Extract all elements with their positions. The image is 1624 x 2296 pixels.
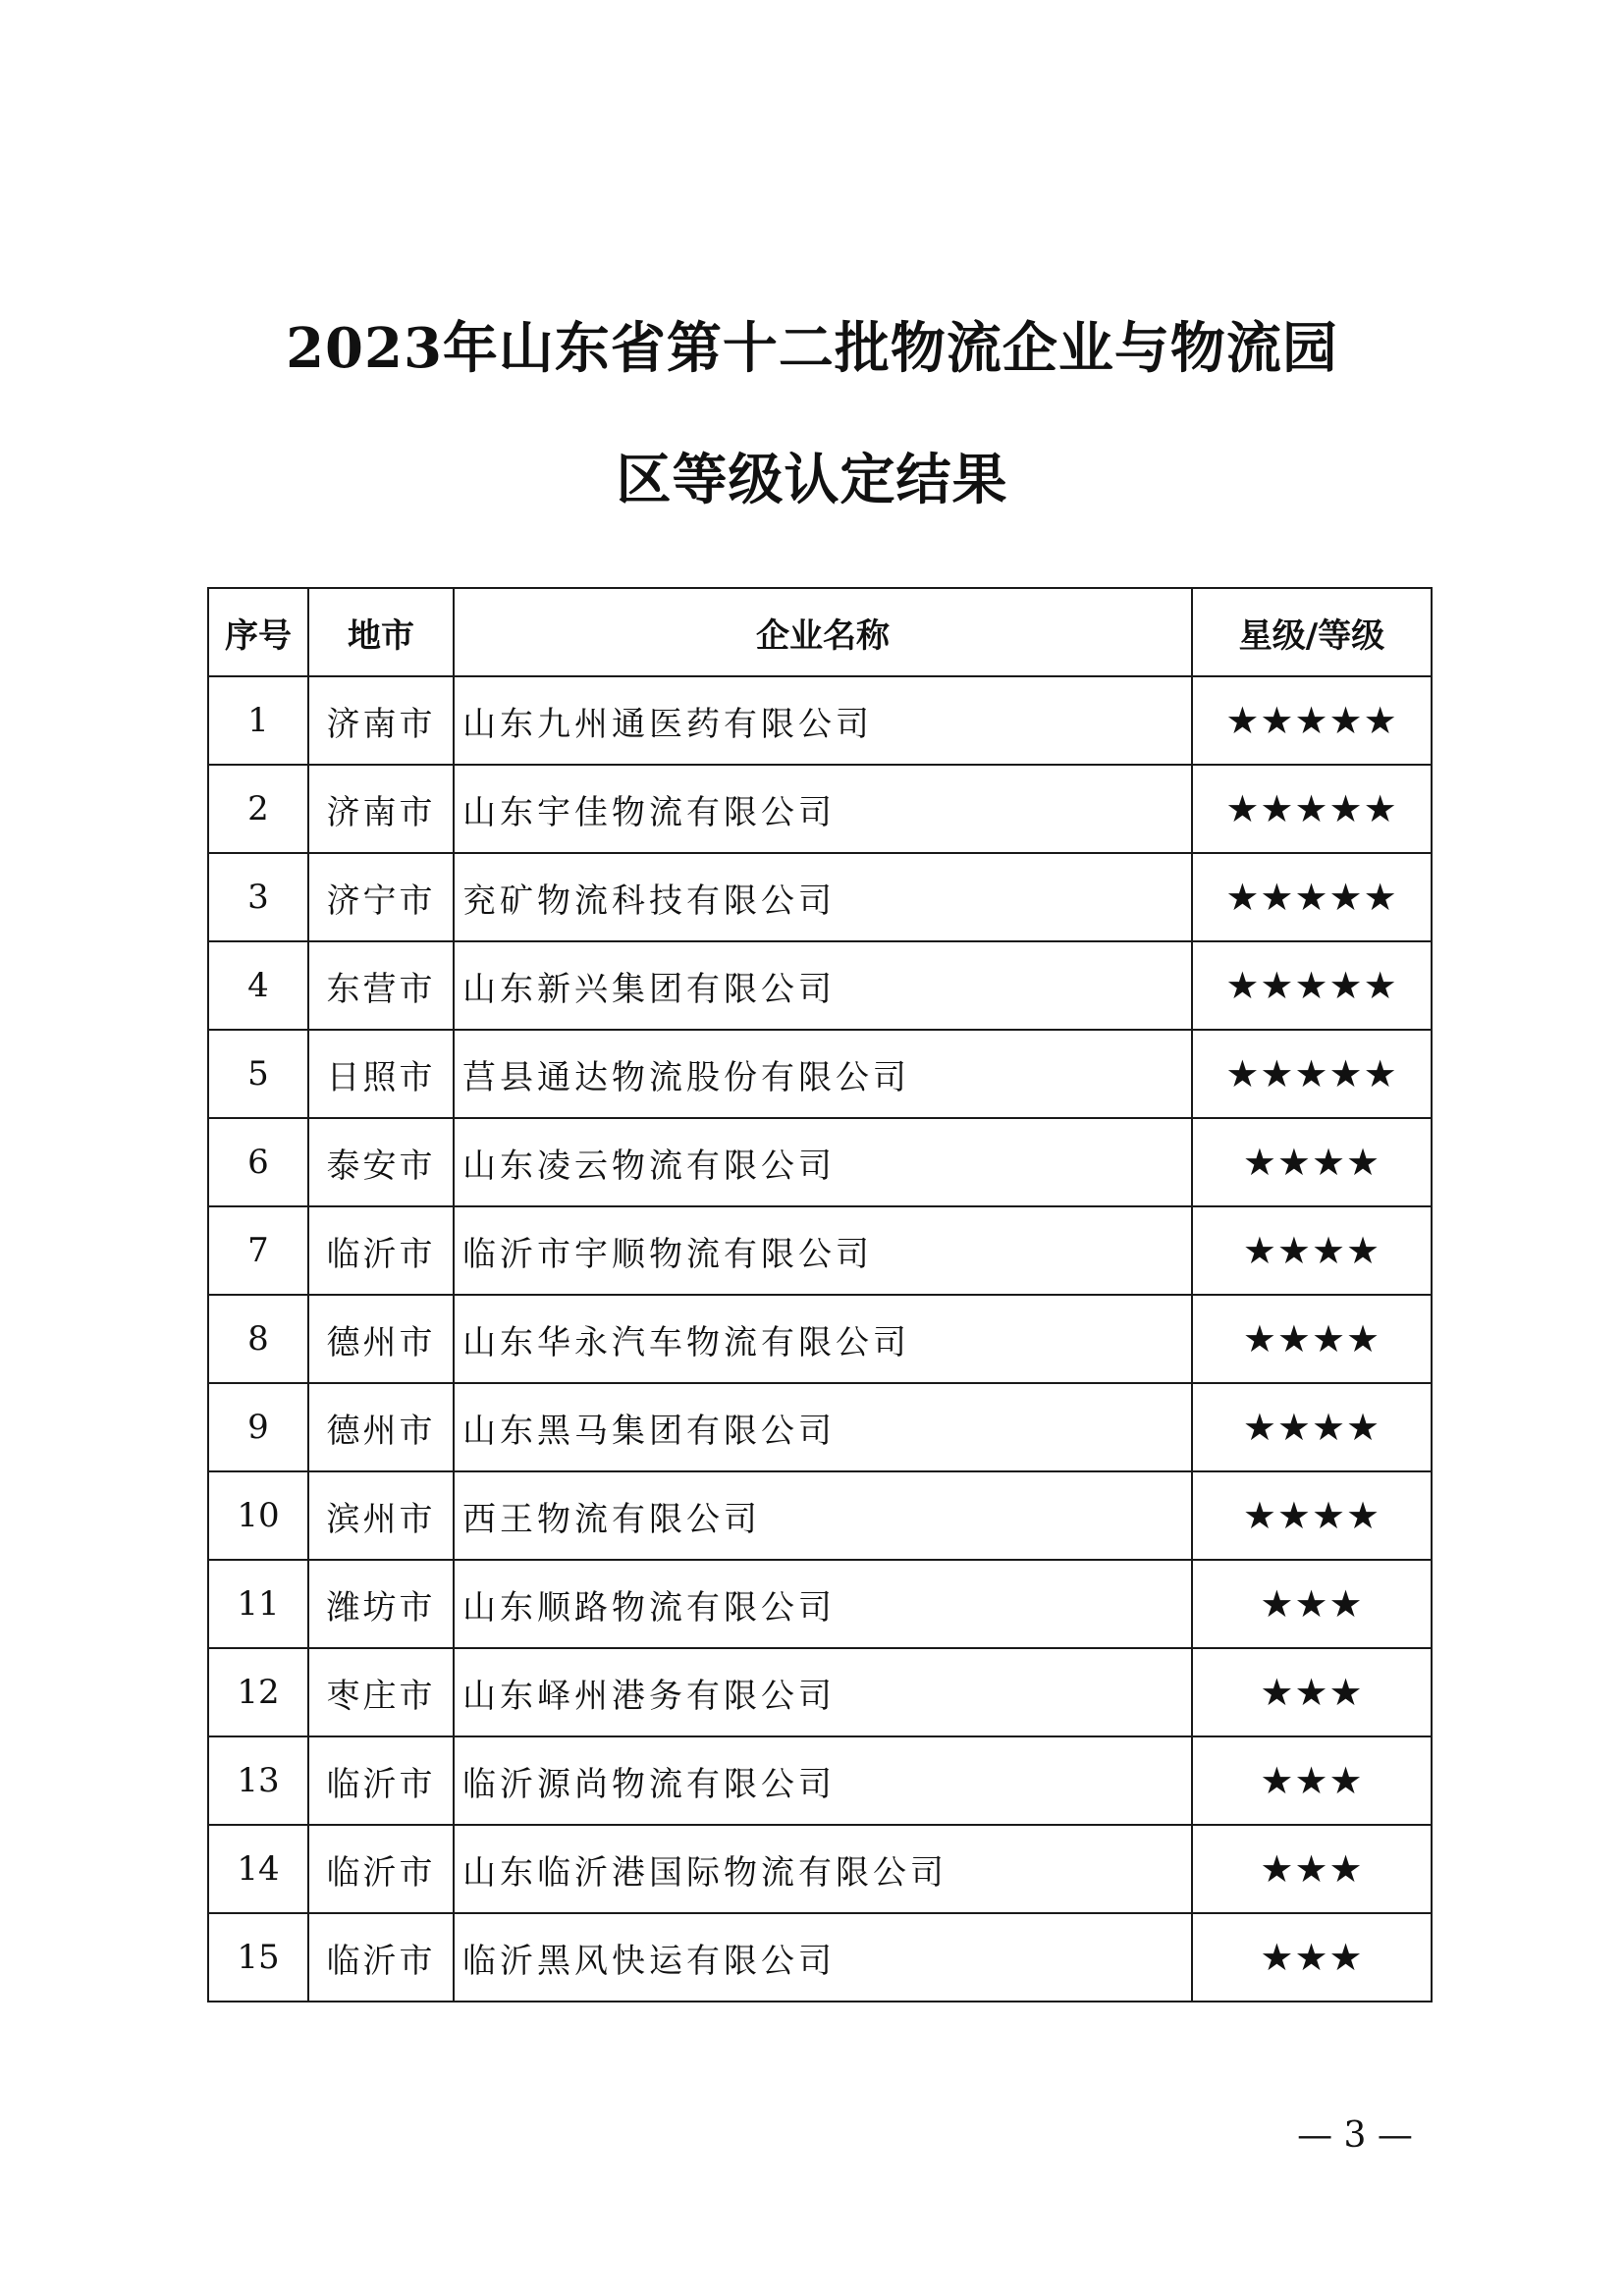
row-city: 日照市 <box>308 1030 454 1118</box>
row-star-rating: ★★★ <box>1192 1736 1432 1825</box>
row-star-rating: ★★★★★ <box>1192 765 1432 853</box>
row-star-rating: ★★★ <box>1192 1825 1432 1913</box>
row-star-rating: ★★★★ <box>1192 1118 1432 1206</box>
row-star-rating: ★★★★ <box>1192 1471 1432 1560</box>
row-company-name: 山东新兴集团有限公司 <box>454 941 1192 1030</box>
row-index: 13 <box>208 1736 308 1825</box>
table-row <box>208 1383 1432 1471</box>
row-city: 临沂市 <box>308 1736 454 1825</box>
row-company-name: 临沂源尚物流有限公司 <box>454 1736 1192 1825</box>
row-company-name: 莒县通达物流股份有限公司 <box>454 1030 1192 1118</box>
table-row <box>208 1560 1432 1648</box>
row-star-rating: ★★★ <box>1192 1913 1432 2002</box>
row-index: 10 <box>208 1471 308 1560</box>
table-header-row <box>208 588 1432 676</box>
row-city: 济宁市 <box>308 853 454 941</box>
row-star-rating: ★★★★ <box>1192 1295 1432 1383</box>
row-city: 泰安市 <box>308 1118 454 1206</box>
table-row <box>208 853 1432 941</box>
document-title-line-1: 2023年山东省第十二批物流企业与物流园 <box>286 316 1338 381</box>
row-index: 15 <box>208 1913 308 2002</box>
row-star-rating: ★★★★ <box>1192 1383 1432 1471</box>
row-city: 滨州市 <box>308 1471 454 1560</box>
table-row <box>208 1913 1432 2002</box>
row-company-name: 山东峄州港务有限公司 <box>454 1648 1192 1736</box>
row-index: 12 <box>208 1648 308 1736</box>
row-index: 9 <box>208 1383 308 1471</box>
row-company-name: 西王物流有限公司 <box>454 1471 1192 1560</box>
row-index: 2 <box>208 765 308 853</box>
row-index: 7 <box>208 1206 308 1295</box>
table-row <box>208 1118 1432 1206</box>
row-star-rating: ★★★ <box>1192 1648 1432 1736</box>
page-number: — 3 — <box>1297 2115 1413 2156</box>
row-index: 14 <box>208 1825 308 1913</box>
row-company-name: 兖矿物流科技有限公司 <box>454 853 1192 941</box>
row-index: 1 <box>208 676 308 765</box>
row-company-name: 山东临沂港国际物流有限公司 <box>454 1825 1192 1913</box>
table-row <box>208 1471 1432 1560</box>
row-company-name: 临沂黑风快运有限公司 <box>454 1913 1192 2002</box>
row-star-rating: ★★★ <box>1192 1560 1432 1648</box>
row-city: 临沂市 <box>308 1825 454 1913</box>
table-row <box>208 941 1432 1030</box>
table-row <box>208 676 1432 765</box>
row-index: 3 <box>208 853 308 941</box>
row-star-rating: ★★★★★ <box>1192 1030 1432 1118</box>
row-city: 潍坊市 <box>308 1560 454 1648</box>
header-company: 企业名称 <box>454 588 1192 676</box>
header-rating: 星级/等级 <box>1192 588 1432 676</box>
row-company-name: 山东九州通医药有限公司 <box>454 676 1192 765</box>
row-company-name: 山东凌云物流有限公司 <box>454 1118 1192 1206</box>
table-row <box>208 1206 1432 1295</box>
row-company-name: 山东黑马集团有限公司 <box>454 1383 1192 1471</box>
row-star-rating: ★★★★★ <box>1192 676 1432 765</box>
row-star-rating: ★★★★★ <box>1192 941 1432 1030</box>
row-city: 临沂市 <box>308 1206 454 1295</box>
table-row <box>208 1648 1432 1736</box>
row-city: 枣庄市 <box>308 1648 454 1736</box>
row-city: 东营市 <box>308 941 454 1030</box>
rating-result-table <box>207 587 1433 2002</box>
row-index: 5 <box>208 1030 308 1118</box>
document-title-line-2: 区等级认定结果 <box>616 448 1008 512</box>
row-index: 6 <box>208 1118 308 1206</box>
table-row <box>208 1295 1432 1383</box>
row-company-name: 山东顺路物流有限公司 <box>454 1560 1192 1648</box>
row-city: 临沂市 <box>308 1913 454 2002</box>
row-city: 德州市 <box>308 1295 454 1383</box>
table-row <box>208 1030 1432 1118</box>
row-city: 济南市 <box>308 676 454 765</box>
row-city: 德州市 <box>308 1383 454 1471</box>
row-index: 11 <box>208 1560 308 1648</box>
table-body <box>208 676 1432 2002</box>
row-city: 济南市 <box>308 765 454 853</box>
header-city: 地市 <box>308 588 454 676</box>
row-index: 4 <box>208 941 308 1030</box>
row-index: 8 <box>208 1295 308 1383</box>
table-row <box>208 1736 1432 1825</box>
table-row <box>208 1825 1432 1913</box>
row-company-name: 山东宇佳物流有限公司 <box>454 765 1192 853</box>
row-company-name: 临沂市宇顺物流有限公司 <box>454 1206 1192 1295</box>
row-company-name: 山东华永汽车物流有限公司 <box>454 1295 1192 1383</box>
row-star-rating: ★★★★★ <box>1192 853 1432 941</box>
row-star-rating: ★★★★ <box>1192 1206 1432 1295</box>
table-row <box>208 765 1432 853</box>
header-index: 序号 <box>208 588 308 676</box>
